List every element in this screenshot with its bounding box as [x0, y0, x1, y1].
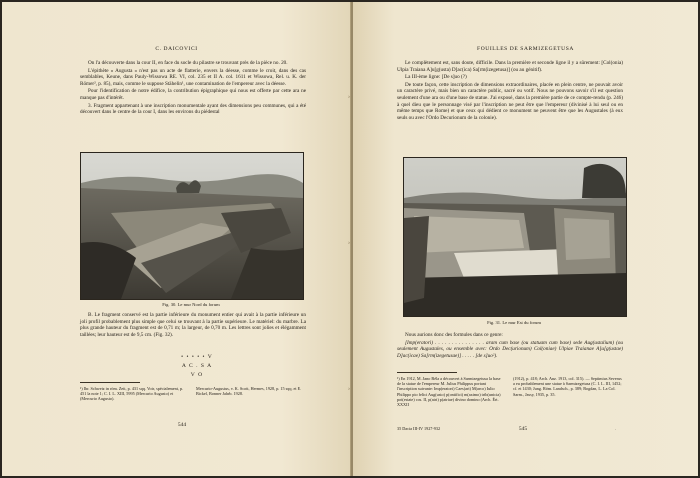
body-text-top	[397, 60, 623, 122]
paragraph: [Imp(eratori) . . . . . . . . . . . . . . . aram cum base (ou statuam cum base) sede Aug(ustalium) (ou seulement Augustales, ou ensemble avec: Ordo Dec(urionum) Col(oniae) Ulpiae Traianae A]u[g(ustae) D]ac(icae) Sa[rm(izegetusae)] . . . . . [de s]uo²).	[397, 339, 623, 359]
page-number: 545	[518, 426, 528, 432]
footnote-rule	[80, 382, 140, 383]
footnote: (1912), p. 418; Arch. Anz. 1913, col. 315). — Septimius Severus a eu probablement une statue à Sarmizegetusa (C. I. L. III, 1452; cf. et 1430; Jung. Röm. Landsch., p. 389; Bogdan, L. La Col. Sarm., Jassy, 1935, p. 35.	[513, 376, 622, 397]
paragraph: Le complètement est, sans doute, difficile. Dans la première et seconde ligne il y a sûrement: [Col(onia) Ulpia Traiana A]u[g(usta) D]ac(ica) Sa[rm(izegetusa)] (ou au génitif).	[397, 60, 623, 73]
inscription-line: A C . S A	[181, 363, 213, 369]
page-number: 544	[177, 422, 187, 428]
figure-caption: Fig. 30. Le mur Nord du forum	[162, 302, 220, 307]
running-header: C. DAICOVICI	[155, 46, 198, 52]
inscription-line: • • • • • V	[181, 354, 213, 360]
body-text-bottom	[397, 332, 623, 360]
left-page	[2, 2, 351, 476]
footnote-rule	[397, 372, 457, 373]
forum-north-wall-photo	[80, 152, 304, 300]
book-spread	[2, 2, 698, 476]
right-page	[353, 2, 698, 476]
footnote: Mercurio-Augustus, v. K. Scott, Hermes, 1928, p. 15 sqq. et E. Bickel, Bonner Jahrb. 1928.	[196, 386, 302, 397]
paragraph: B. Le fragment conservé est la partie inférieure du monument entier qui avait à la partie inférieure un joli profil probablement plus simple que celui se trouvant à la partie supérieure. Le matériel: du marbre. La plus grande hauteur du fragment est de 0,71 m; la largeur, de 0,70 m. Les lettres sont jolies et élégamment taillées; leur hauteur est de 9,5 cm. (Fig. 32).	[80, 312, 306, 338]
paragraph: Nous aurions donc des formules dans ce genre:	[405, 332, 503, 338]
forum-east-wall-photo	[403, 157, 627, 317]
paragraph: La III-ème ligne: [De s]uo (?)	[405, 74, 467, 81]
paragraph: Pour l'identification de notre édifice, la contribution épigraphique qui nous est offerte par cette ara ne manque pas d'intérêt.	[80, 88, 306, 101]
paragraph: 3. Fragment appartenant à une inscription monumentale ayant des dimensions peu communes, qui a été découvert dans le centre de la cour I, dans les environs du piédestal	[80, 102, 306, 116]
binding-stitch-icon: ›	[348, 386, 350, 392]
body-text-top	[80, 60, 306, 117]
running-header: FOUILLES DE SARMIZEGETUSA	[477, 46, 574, 52]
body-text-bottom	[80, 312, 306, 339]
figure-caption: Fig. 31. Le mur Est du forum	[487, 320, 541, 325]
binding-stitch-icon: ›	[348, 240, 350, 246]
paragraph: L'épithète « Augusta » n'est pas un acte de flatterie, envers la déesse, comme le croit, dans des cas semblables, Keune, dans Pauly-Wissowa RE. VI, col. 235 et II A. col. 1611 et Wissowa, Rel. u. K. der Römer², p. 85), mais, comme le suppose Stähelin¹, une contamination de l'empereur avec la déesse.	[80, 67, 306, 87]
footnote: ¹) En 1912, M. Jano Béla a découvert à Sarmizegetusa la base de la statue de l'empereur M. Julius Philippus portant l'inscription suivante: Imp(eratori) Caes(ari) M(arco) Iulio Philippo pio felici Aug(usto) p(ontifici) m(aximo) trib(unicia) pot(estate) cos. II, p(atri) p(atriae) divino domino (Arch. Ért. XXXII	[397, 376, 501, 408]
binding-stitch-icon: ›	[348, 94, 350, 100]
signature-mark: 35 Dacia III-IV 1927-932	[397, 426, 441, 431]
inscription-line: V O	[190, 372, 204, 378]
footnote: ¹) Ibr. Schweiz in röm. Zeit, p. 431 sqq. Voir, spécialement, p. 451 la note 1; C. I. L. XIII, 5995 (Mercurio Augusto) et (Mercurio Augusto).	[80, 386, 184, 402]
paragraph: De toute façon, cette inscription de dimensions extraordinaires, placée en plein centre, ne pouvait avoir un caractère privé, mais bien un caractère public, sacré ou votif. Nous ne pouvons savoir s'il est question seulement d'une ara ou d'une base de statue. J'ai exposé, dans la première partie de ce compte-rendu (p. 246) à quel dieu que le personnage visé par l'inscription ne peut être que l'empereur (divinisé à lui seul ou en même temps que Rome) et que ceux qui dédient ce monument ne peuvent être que les Augustales (à eux seuls ou avec l'Ordo Decurionum de la colonie).	[397, 81, 623, 121]
paragraph: On l'a découverte dans la cour II, en face du socle du pilastre se trouvant près de la pièce no. 20.	[88, 60, 288, 66]
catchword: .	[615, 426, 617, 431]
